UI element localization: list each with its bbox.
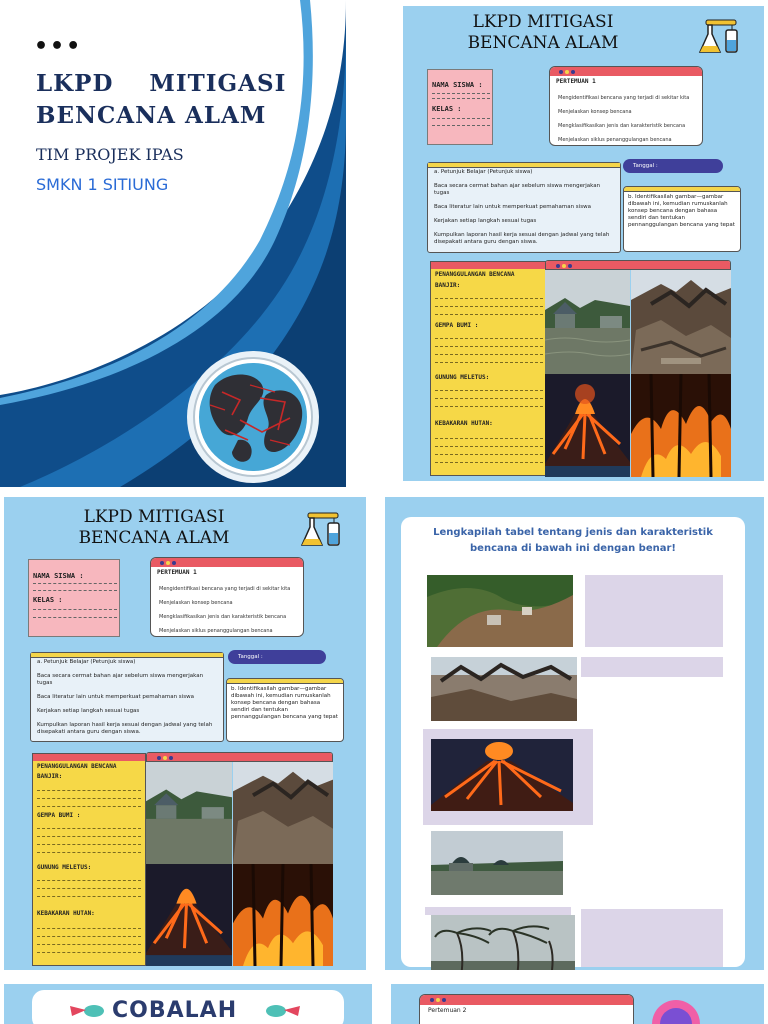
classification-table-page bbox=[385, 497, 764, 970]
mitigation-heading: PENANGGULANGAN BENCANA bbox=[37, 763, 117, 770]
answer-line[interactable] bbox=[435, 462, 543, 463]
earthquake-ruins-photo bbox=[431, 657, 577, 721]
mitigation-notes-panel bbox=[430, 261, 547, 476]
volcano-photo bbox=[431, 739, 573, 811]
instruction-line2: bencana di bawah ini dengan benar! bbox=[470, 543, 676, 554]
worksheet-page-1 bbox=[403, 6, 764, 481]
landslide-photo bbox=[427, 575, 573, 647]
earthquake-photo bbox=[233, 762, 333, 864]
hazard-label-kebakaran: KEBAKARAN HUTAN: bbox=[37, 910, 95, 917]
hazard-label-banjir: BANJIR: bbox=[37, 773, 63, 780]
table-instruction bbox=[401, 525, 745, 557]
cobalah-page bbox=[4, 984, 372, 1024]
bird-icon bbox=[68, 1000, 108, 1020]
identifikasi-text: b. Identifikasilah gambar—gambar dibawah ini, kemudian rumuskanlah konsep bencana dengan bahasa sendiri dan tentukan pennanggulangan bencana yang tepat bbox=[628, 194, 735, 228]
flood-photo bbox=[545, 270, 630, 374]
hazard-label-kebakaran: KEBAKARAN HUTAN: bbox=[435, 420, 493, 427]
nama-siswa-label: NAMA SISWA : bbox=[33, 572, 84, 580]
worksheet-title-line2: BENCANA ALAM bbox=[78, 528, 230, 548]
flower-sticker-icon bbox=[643, 998, 709, 1024]
answer-line[interactable] bbox=[435, 390, 543, 391]
kelas-answer-line[interactable] bbox=[432, 118, 490, 119]
worksheet-title bbox=[403, 12, 683, 54]
photo-window-title-bar bbox=[147, 753, 332, 762]
answer-line[interactable] bbox=[435, 406, 543, 407]
pertemuan-2-page bbox=[391, 984, 764, 1024]
tanggal-field[interactable]: Tanggal : bbox=[623, 159, 723, 173]
photo-window-bar bbox=[545, 260, 731, 270]
flood-photo bbox=[146, 762, 232, 864]
answer-line[interactable] bbox=[435, 438, 543, 439]
answer-line[interactable] bbox=[435, 354, 543, 355]
nama-siswa-label: NAMA SISWA : bbox=[432, 81, 483, 89]
petunjuk-title: a. Petunjuk Belajar (Petunjuk siswa) bbox=[37, 659, 136, 665]
answer-cell bbox=[425, 907, 571, 915]
answer-line[interactable] bbox=[435, 346, 543, 347]
identifikasi-text: b. Identifikasilah gambar—gambar dibawah ini, kemudian rumuskanlah konsep bencana dengan bahasa sendiri dan tentukan pennanggulangan bencana yang tepat bbox=[231, 686, 338, 720]
objectives-window bbox=[150, 557, 304, 637]
cover-dots: ••• bbox=[34, 34, 83, 59]
mitigation-heading: PENANGGULANGAN BENCANA bbox=[435, 271, 515, 278]
worksheet-title bbox=[4, 507, 304, 549]
answer-line[interactable] bbox=[435, 314, 543, 315]
petunjuk-item: Kerjakan setiap langkah sesuai tugas bbox=[434, 218, 537, 224]
student-identity-box bbox=[28, 559, 120, 637]
nama-answer-line[interactable] bbox=[33, 590, 117, 591]
answer-line[interactable] bbox=[37, 836, 141, 837]
flood-mosque-photo bbox=[431, 831, 563, 895]
mitigation-title-bar bbox=[33, 754, 145, 761]
answer-line[interactable] bbox=[37, 852, 141, 853]
worksheet-title-line1: LKPD MITIGASI bbox=[83, 507, 225, 527]
forest-fire-photo bbox=[631, 374, 731, 477]
answer-line[interactable] bbox=[37, 844, 141, 845]
answer-line[interactable] bbox=[435, 398, 543, 399]
objective-item: Mengidentifikasi bencana yang terjadi di sekitar kita bbox=[159, 586, 291, 592]
pertemuan-title: PERTEMUAN 1 bbox=[157, 569, 197, 576]
answer-line[interactable] bbox=[435, 306, 543, 307]
forest-fire-photo bbox=[233, 864, 333, 966]
petunjuk-item: Baca literatur lain untuk memperkuat pemahaman siswa bbox=[434, 204, 591, 210]
mitigation-title-bar bbox=[431, 262, 546, 269]
petunjuk-item: Kerjakan setiap langkah sesuai tugas bbox=[37, 708, 140, 714]
kelas-answer-line[interactable] bbox=[33, 609, 117, 610]
objective-item: Menjelaskan konsep bencana bbox=[159, 600, 233, 606]
worksheet-title-line1: LKPD MITIGASI bbox=[472, 12, 614, 32]
cover-team: TIM PROJEK IPAS bbox=[36, 145, 184, 164]
window-title-bar bbox=[420, 995, 633, 1005]
window-title-bar bbox=[550, 67, 702, 76]
answer-line[interactable] bbox=[37, 828, 141, 829]
objective-item: Mengidentifikasi bencana yang terjadi di sekitar kita bbox=[558, 95, 690, 101]
cover-school: SMKN 1 SITIUNG bbox=[36, 175, 169, 194]
hazard-label-gunung: GUNUNG MELETUS: bbox=[435, 374, 490, 381]
answer-line[interactable] bbox=[37, 928, 141, 929]
lab-flask-icon bbox=[698, 16, 742, 58]
pertemuan-2-window bbox=[419, 994, 634, 1024]
answer-line[interactable] bbox=[37, 790, 141, 791]
answer-cell[interactable] bbox=[581, 657, 723, 677]
answer-line[interactable] bbox=[37, 944, 141, 945]
window-title-bar bbox=[151, 558, 303, 567]
cover-title-line1: LKPD MITIGASI bbox=[36, 70, 287, 97]
kelas-label: KELAS : bbox=[432, 105, 462, 113]
objective-item: Mengklasifikasikan jenis dan karakteristik bencana bbox=[558, 123, 686, 129]
bird-icon bbox=[262, 1000, 302, 1020]
kelas-label: KELAS : bbox=[33, 596, 63, 604]
earthquake-photo bbox=[631, 270, 731, 374]
answer-line[interactable] bbox=[37, 880, 141, 881]
petunjuk-belajar-box bbox=[427, 162, 621, 253]
hazard-label-gempa: GEMPA BUMI : bbox=[435, 322, 479, 329]
kelas-answer-line[interactable] bbox=[432, 125, 490, 126]
answer-line[interactable] bbox=[37, 896, 141, 897]
tanggal-field[interactable]: Tanggal : bbox=[228, 650, 326, 664]
nama-answer-line[interactable] bbox=[432, 93, 490, 94]
answer-line[interactable] bbox=[435, 362, 543, 363]
answer-line[interactable] bbox=[37, 806, 141, 807]
identifikasi-box bbox=[226, 678, 344, 742]
volcano-photo bbox=[545, 374, 630, 477]
answer-line[interactable] bbox=[435, 338, 543, 339]
objective-item: Menjelaskan konsep bencana bbox=[558, 109, 632, 115]
identifikasi-box bbox=[623, 186, 741, 252]
objective-item: Mengklasifikasikan jenis dan karakteristik bencana bbox=[159, 614, 287, 620]
answer-line[interactable] bbox=[435, 298, 543, 299]
nama-answer-line[interactable] bbox=[432, 98, 490, 99]
pertemuan-title: PERTEMUAN 1 bbox=[556, 78, 596, 85]
petunjuk-item: Baca secara cermat bahan ajar sebelum siswa mengerjakan tugas bbox=[37, 673, 204, 686]
cobalah-title: COBALAH bbox=[112, 998, 238, 1023]
petunjuk-item: Baca secara cermat bahan ajar sebelum siswa mengerjakan tugas bbox=[434, 183, 601, 196]
photo-window-title-bar bbox=[546, 261, 730, 270]
objective-item: Menjelaskan siklus penanggulangan bencana bbox=[558, 137, 672, 143]
lab-flask-icon bbox=[300, 509, 344, 551]
objective-item: Menjelaskan siklus penanggulangan bencana bbox=[159, 628, 273, 634]
mitigation-notes-panel bbox=[32, 753, 146, 966]
pertemuan-2-title: Pertemuan 2 bbox=[428, 1007, 467, 1014]
objectives-window bbox=[549, 66, 703, 146]
instruction-line1: Lengkapilah tabel tentang jenis dan karakteristik bbox=[433, 527, 713, 538]
student-identity-box bbox=[427, 69, 493, 145]
hazard-label-gunung: GUNUNG MELETUS: bbox=[37, 864, 92, 871]
answer-line[interactable] bbox=[37, 798, 141, 799]
answer-line[interactable] bbox=[37, 936, 141, 937]
answer-cell[interactable] bbox=[585, 575, 723, 647]
petunjuk-title: a. Petunjuk Belajar (Petunjuk siswa) bbox=[434, 169, 533, 175]
kelas-answer-line[interactable] bbox=[33, 617, 117, 618]
petunjuk-item: Kumpulkan laporan hasil kerja sesuai dengan jadwal yang telah disepakati antara guru dengan siswa. bbox=[37, 722, 213, 735]
worksheet-page-2 bbox=[4, 497, 366, 970]
cover-title-line2: BENCANA ALAM bbox=[36, 102, 267, 129]
answer-cell[interactable] bbox=[581, 909, 723, 967]
hazard-label-gempa: GEMPA BUMI : bbox=[37, 812, 81, 819]
hazard-label-banjir: BANJIR: bbox=[435, 282, 461, 289]
storm-palm-photo bbox=[431, 915, 575, 970]
answer-line[interactable] bbox=[435, 454, 543, 455]
volcano-photo bbox=[146, 864, 232, 966]
petunjuk-item: Kumpulkan laporan hasil kerja sesuai dengan jadwal yang telah disepakati antara guru dengan siswa. bbox=[434, 232, 610, 245]
cover-page bbox=[0, 0, 346, 487]
nama-answer-line[interactable] bbox=[33, 583, 117, 584]
answer-line[interactable] bbox=[37, 952, 141, 953]
table-card bbox=[401, 517, 745, 967]
photo-window-bar bbox=[146, 752, 333, 762]
answer-line[interactable] bbox=[37, 888, 141, 889]
petunjuk-item: Baca literatur lain untuk memperkuat pemahaman siswa bbox=[37, 694, 194, 700]
answer-line[interactable] bbox=[435, 446, 543, 447]
petunjuk-belajar-box bbox=[30, 652, 224, 742]
worksheet-title-line2: BENCANA ALAM bbox=[467, 33, 619, 53]
